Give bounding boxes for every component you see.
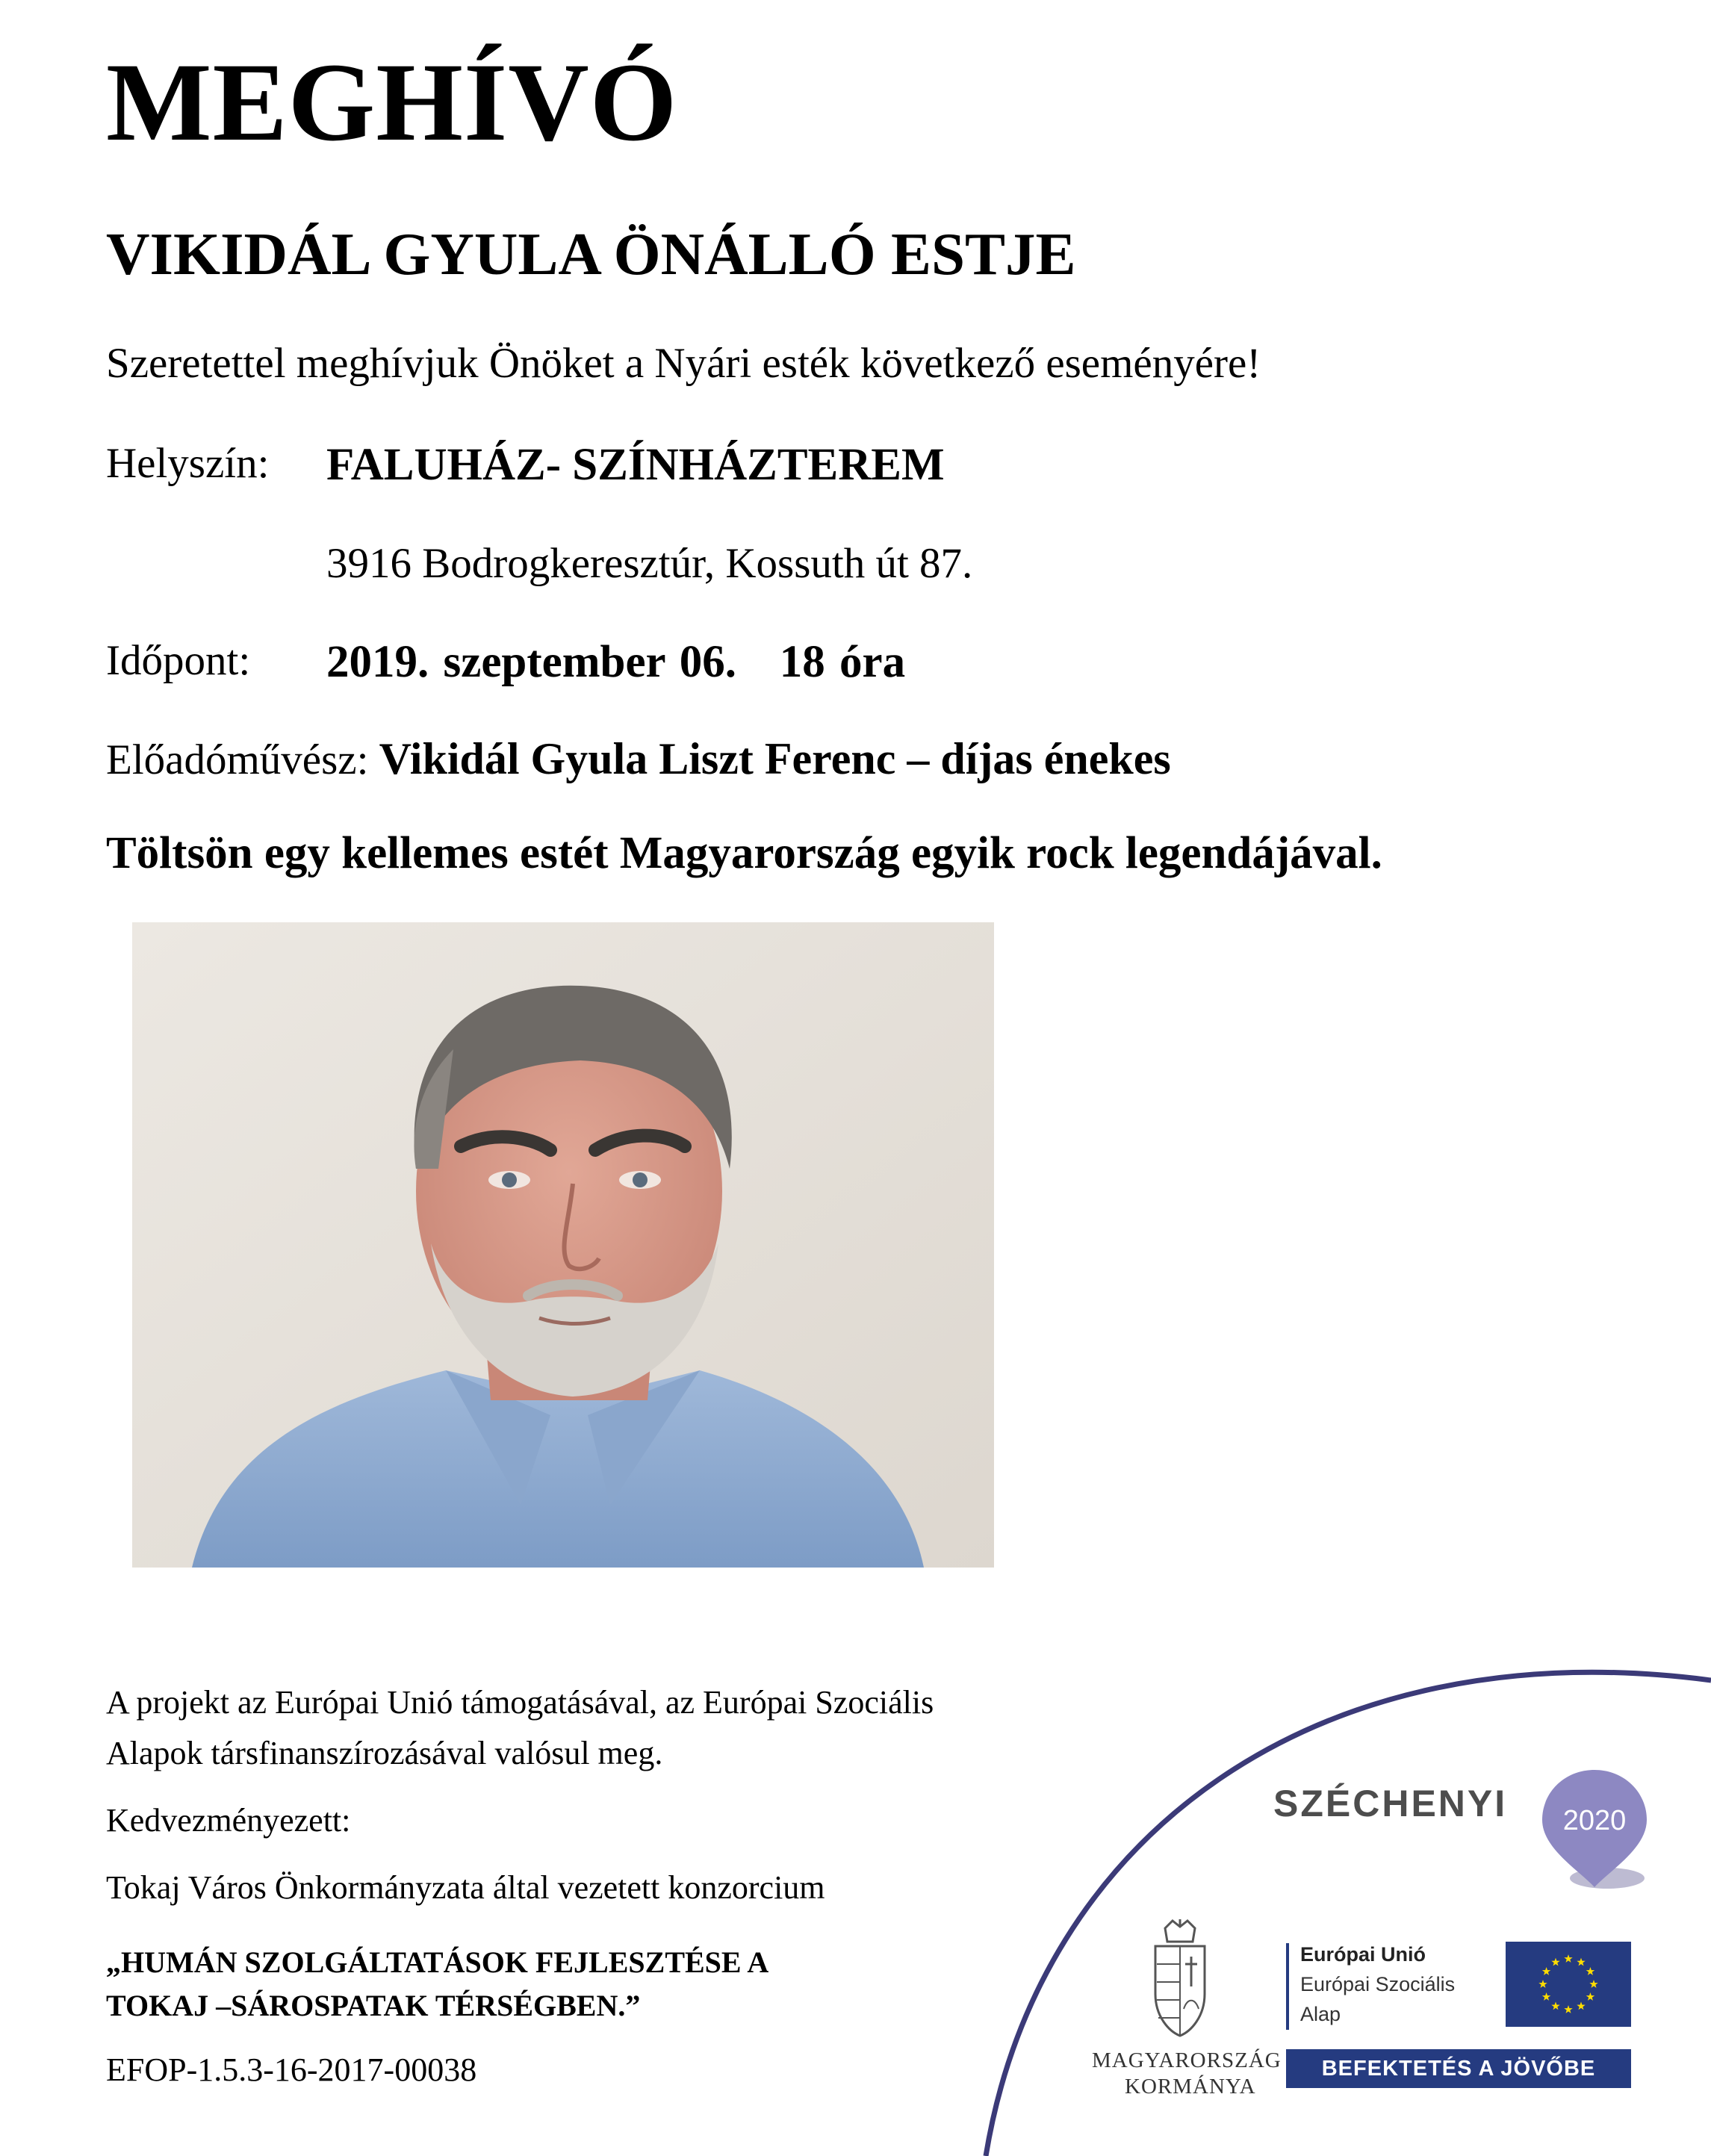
eu-logo-line1: Európai Unió (1300, 1943, 1426, 1966)
invest-in-future-banner: BEFEKTETÉS A JÖVŐBE (1286, 2049, 1631, 2088)
coat-of-arms-icon (1146, 1919, 1214, 2039)
event-title: VIKIDÁL GYULA ÖNÁLLÓ ESTJE (106, 220, 1076, 288)
szechenyi-pin-icon (1538, 1766, 1665, 1893)
performer-line (106, 736, 1171, 781)
eu-divider (1286, 1943, 1289, 2030)
project-title-line1: „HUMÁN SZOLGÁLTATÁSOK FEJLESZTÉSE A (106, 1945, 769, 1979)
government-logo-line1: MAGYARORSZÁG (1092, 2048, 1282, 2072)
performer-label: Előadóművész: (106, 736, 369, 783)
project-statement-line2: Alapok társfinanszírozásával valósul meg. (106, 1735, 663, 1771)
performer-photo (132, 922, 994, 1568)
time-label: Időpont: (106, 637, 251, 684)
venue-label: Helyszín: (106, 440, 270, 487)
szechenyi-logo-text: SZÉCHENYI (1273, 1783, 1508, 1824)
time-value: 2019. szeptember 06. 18 óra (326, 637, 906, 687)
project-title-line2: TOKAJ –SÁROSPATAK TÉRSÉGBEN.” (106, 1989, 641, 2022)
eu-logo-line2: Európai Szociális (1300, 1973, 1456, 1995)
project-code: EFOP-1.5.3-16-2017-00038 (106, 2051, 477, 2088)
beneficiary-value: Tokaj Város Önkormányzata által vezetett konzorcium (106, 1869, 825, 1906)
performer-value: Vikidál Gyula Liszt Ferenc – díjas énekes (379, 734, 1171, 783)
intro-text: Szeretettel meghívjuk Önöket a Nyári esték következő eseményére! (106, 340, 1261, 387)
venue-name: FALUHÁZ- SZÍNHÁZTEREM (326, 440, 945, 490)
page-title: MEGHÍVÓ (106, 40, 678, 164)
beneficiary-label: Kedvezményezett: (106, 1802, 351, 1839)
portrait-illustration (132, 922, 994, 1568)
szechenyi-year: 2020 (1562, 1805, 1627, 1836)
project-statement-line1: A projekt az Európai Unió támogatásával, az Európai Szociális (106, 1684, 934, 1721)
eu-flag-icon (1506, 1942, 1631, 2027)
eu-logo-line3: Alap (1300, 2003, 1341, 2025)
venue-address: 3916 Bodrogkeresztúr, Kossuth út 87. (326, 540, 973, 587)
tagline: Töltsön egy kellemes estét Magyarország egyik rock legendájával. (106, 828, 1382, 878)
government-logo-line2: KORMÁNYA (1125, 2075, 1256, 2098)
